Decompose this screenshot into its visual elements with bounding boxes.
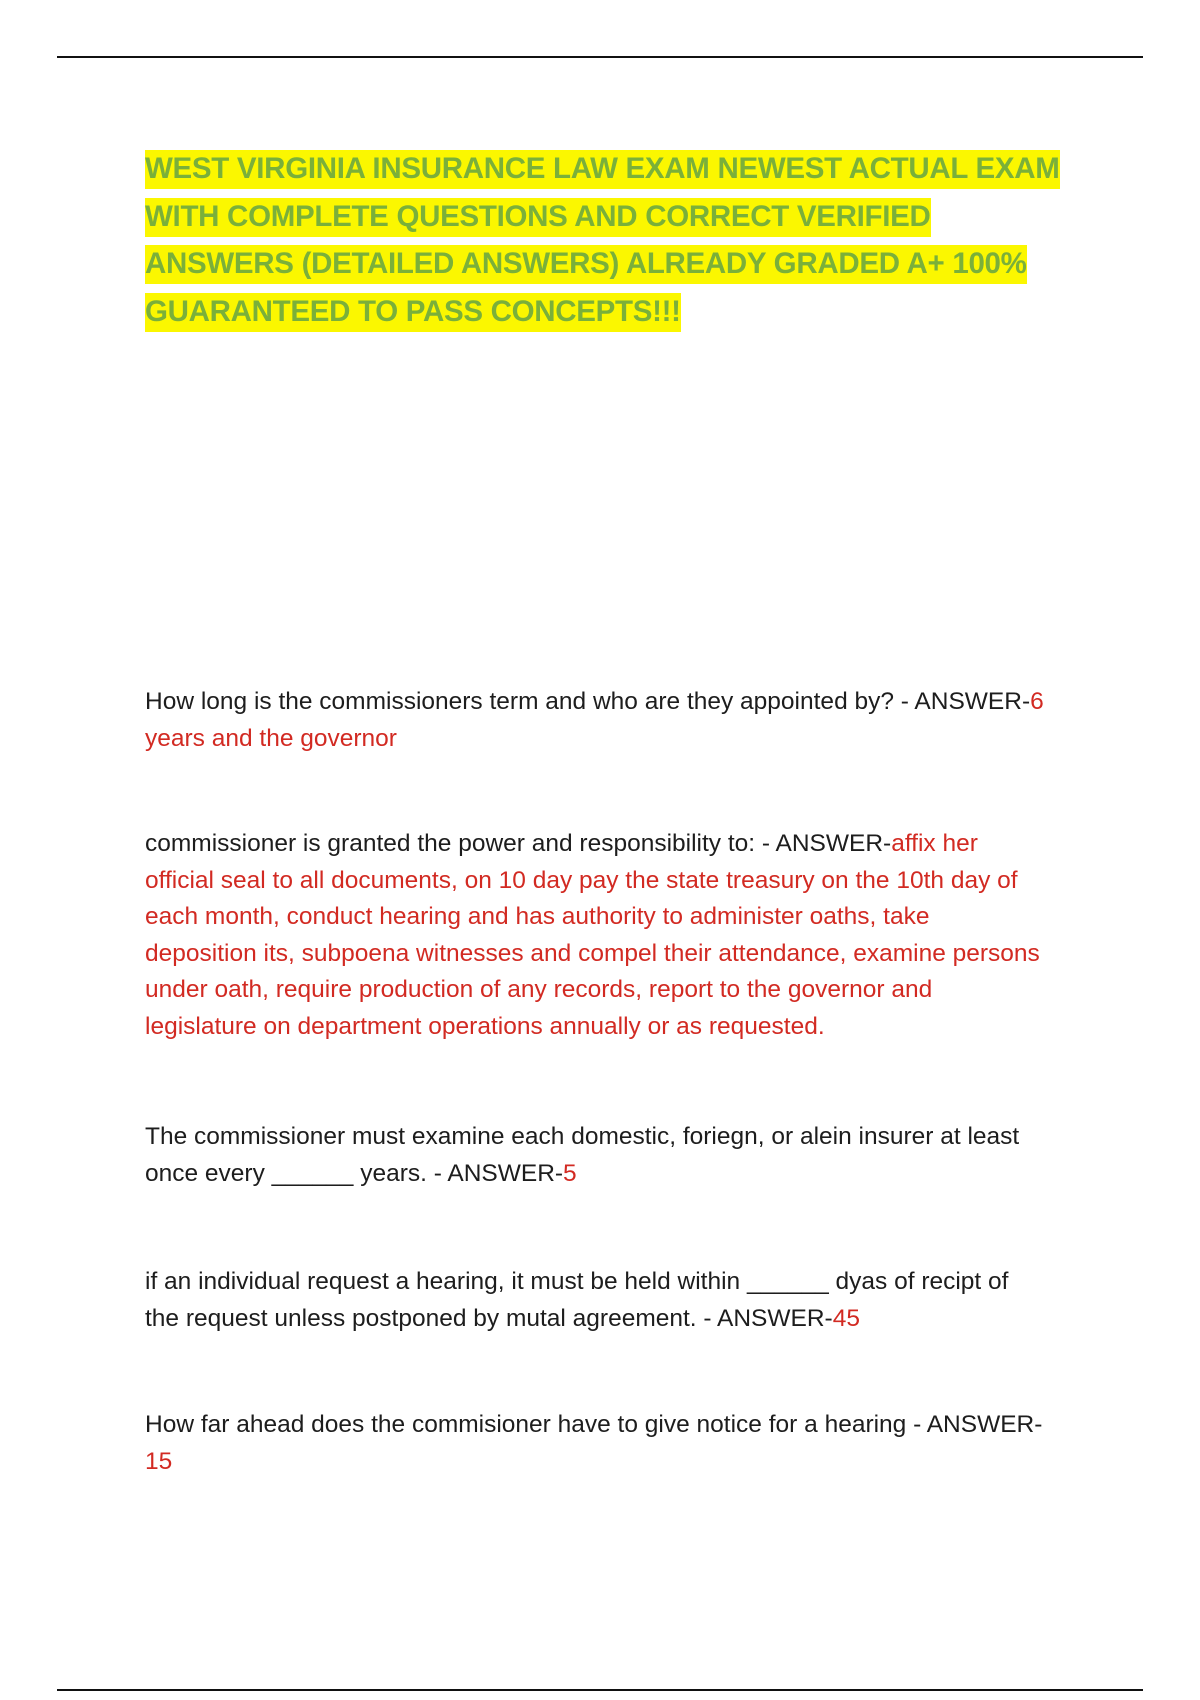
document-title-text: WEST VIRGINIA INSURANCE LAW EXAM NEWEST ACTUAL EXAM WITH COMPLETE QUESTIONS AND CORRECT VERIFIED ANSWERS (DETAILED ANSWERS) ALREADY GRADED A+ 100% GUARANTEED TO PASS CONCEPTS!!!	[145, 150, 1060, 332]
question-5: How far ahead does the commisioner have to give notice for a hearing - ANSWER-	[145, 1411, 1043, 1438]
answer-1: 6 years and the governor	[145, 688, 1044, 752]
question-2: commissioner is granted the power and responsibility to: - ANSWER-	[145, 830, 892, 857]
question-1: How long is the commissioners term and who are they appointed by? - ANSWER-	[145, 688, 1031, 715]
question-4: if an individual request a hearing, it must be held within ______ dyas of recipt of the request unless postponed by mutal agreement. - ANSWER-	[145, 1268, 1009, 1332]
qa-item-5	[145, 1407, 1045, 1480]
footer-rule	[57, 1689, 1143, 1691]
document-title	[145, 145, 1065, 335]
qa-item-2	[145, 826, 1045, 1045]
question-3: The commissioner must examine each domestic, foriegn, or alein insurer at least once every ______ years. - ANSWER-	[145, 1123, 1020, 1187]
answer-2: affix her official seal to all documents, on 10 day pay the state treasury on the 10th day of each month, conduct hearing and has authority to administer oaths, take deposition its, subpoena witnesses and compel their attendance, examine persons under oath, require production of any records, report to the governor and legislature on department operations annually or as requested.	[145, 830, 1040, 1040]
qa-item-4	[145, 1264, 1045, 1337]
header-rule	[57, 56, 1143, 58]
answer-5: 15	[145, 1447, 173, 1475]
answer-3: 5	[563, 1159, 577, 1187]
qa-item-3	[145, 1119, 1045, 1192]
answer-4: 45	[832, 1304, 860, 1332]
qa-item-1	[145, 684, 1045, 757]
